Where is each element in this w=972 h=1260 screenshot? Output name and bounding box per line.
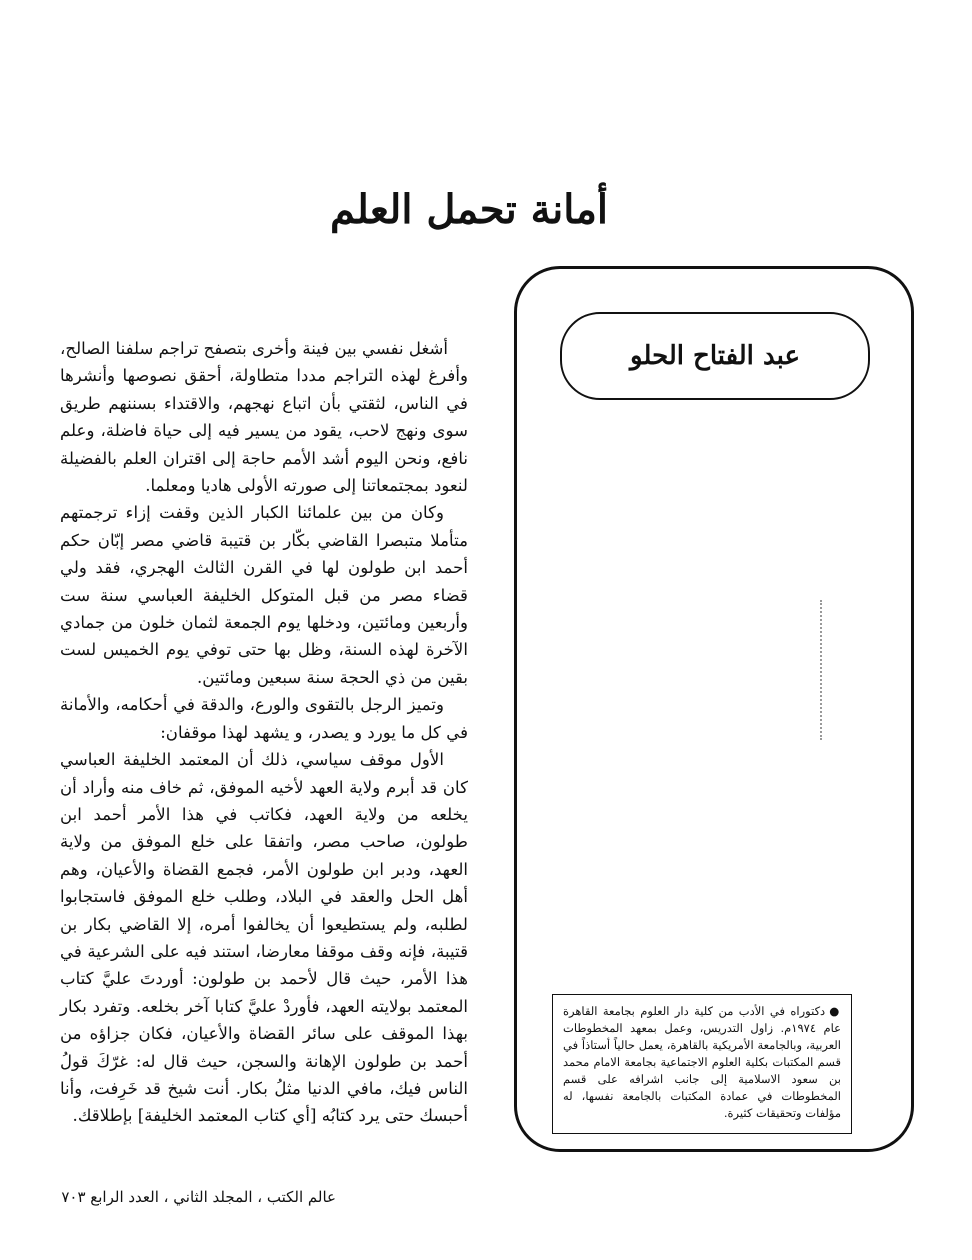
decorative-dotted-line — [820, 600, 826, 740]
paragraph-3: وتميز الرجل بالتقوى والورع، والدقة في أحكامه، والأمانة في كل ما يورد و يصدر، و يشهد لهذا موقفان: — [60, 695, 468, 742]
author-bio-box — [552, 994, 852, 1134]
author-name-box — [560, 312, 870, 400]
article-body — [60, 335, 468, 1130]
bullet-icon: ● — [829, 1004, 841, 1018]
paragraph-2: وكان من بين علمائنا الكبار الذين وقفت إزاء ترجمتهم متأملا متبصرا القاضي بكّار بن قتيبة قاضي مصر إبّان حكم أحمد ابن طولون لها في القرن الثالث الهجري، فقد ولي قضاء مصر من قبل المتوكل الخليفة العباسي سنة ست وأربعين ومائتين، ودخلها يوم الجمعة لثمان خلون من جمادي الآخرة لهذه السنة، وظل بها حتى توفي يوم الخميس لست بقين من ذي الحجة سنة سبعين ومائتين. — [60, 503, 468, 687]
author-name: عبد الفتاح الحلو — [630, 341, 800, 371]
article-title: أمانة تحمل العلم — [330, 186, 608, 233]
page-footer: عالم الكتب ، المجلد الثاني ، العدد الرابع ٧٠٣ — [61, 1188, 336, 1206]
paragraph-1: أشغل نفسي بين فينة وأخرى بتصفح تراجم سلفنا الصالح، وأفرغ لهذه التراجم مددا متطاولة، أحقق نصوصها وأنشرها في الناس، لثقتي بأن اتباع نهجهم، والاقتداء بسننهم طريق سوى ونهج لاحب، يقود من يسير فيه إلى حياة فاضلة، وعلم نافع، ونحن اليوم أشد الأمم حاجة إلى اقتران العلم بالفضيلة لنعود بمجتمعاتنا إلى صورته الأولى هاديا ومعلما. — [60, 339, 468, 496]
paragraph-4: الأول موقف سياسي، ذلك أن المعتمد الخليفة العباسي كان قد أبرم ولاية العهد لأخيه الموفق، ثم خاف منه وأراد أن يخلعه من ولاية العهد، فكاتب في هذا الأمر أحمد ابن طولون، صاحب مصر، واتفقا على خلع الموفق من ولاية العهد، ودبر ابن طولون الأمر، فجمع القضاة والأعيان، وهم أهل الحل والعقد في البلاد، وطلب خلع الموفق فاستجابوا لطلبه، ولم يستطيعوا أن يخالفوا أمره، إلا القاضي بكار بن قتيبة، فإنه وقف موقفا معارضا، استند فيه على الشرعية في هذا الأمر، حيث قال لأحمد بن طولون: أوردتَ عليَّ كتاب المعتمد بولايته العهد، فأوردْ عليَّ كتابا آخر بخلعه. وتفرد بكار بهذا الموقف على سائر القضاة والأعيان، فكان جزاؤه من أحمد بن طولون الإهانة والسجن، حيث قال له: غرّكَ قولُ الناس فيك، مافي الدنيا مثلُ بكار. أنت شيخ قد خَرِفت، وأنا أحبسك حتى يرد كتابُه [أي كتاب المعتمد الخليفة] بإطلاقك. — [60, 750, 468, 1126]
author-bio: دكتوراه في الأدب من كلية دار العلوم بجامعة القاهرة عام ١٩٧٤م. زاول التدريس، وعمل بمعهد المخطوطات العربية، وبالجامعة الأمريكية بالقاهرة، يعمل حالياً أستاذاً في قسم المكتبات بكلية العلوم الاجتماعية بجامعة الامام محمد بن سعود الاسلامية إلى جانب اشرافه على قسم المخطوطات في عمادة المكتبات بالجامعة نفسها، له مؤلفات وتحقيقات كثيرة. — [563, 1004, 841, 1120]
